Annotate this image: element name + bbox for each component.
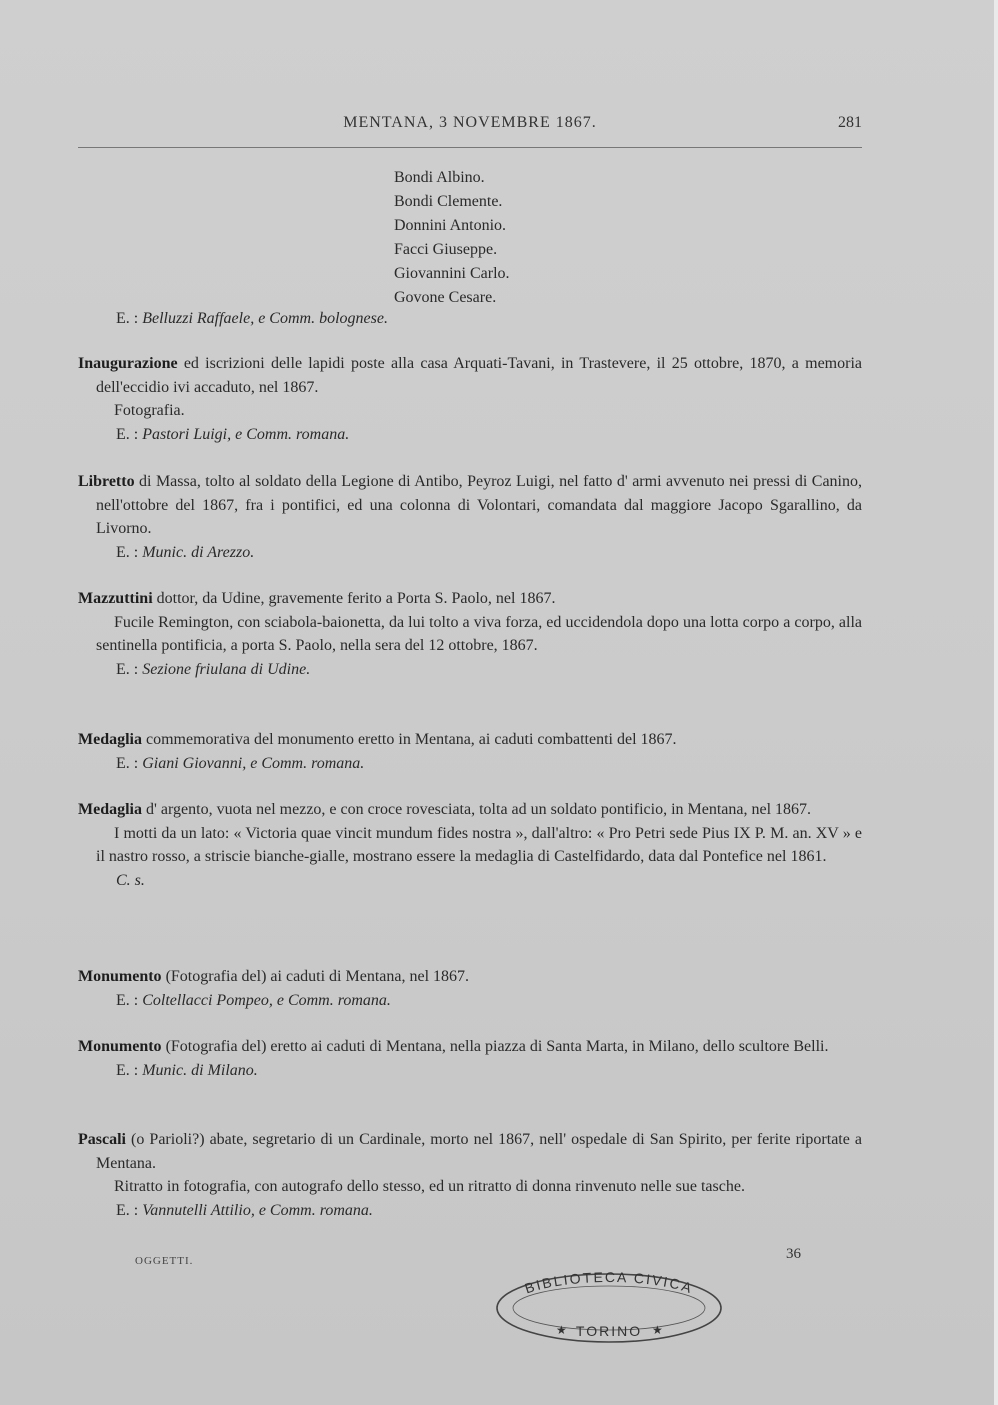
entry-text: ed iscrizioni delle lapidi poste alla casa Arquati-Tavani, in Trastevere, il 25 ottobre, 1870, a memoria dell'eccidio ivi accaduto, nel 1867. <box>96 355 862 396</box>
library-stamp <box>494 1270 724 1346</box>
exhibitor-line <box>78 989 862 1013</box>
entry-headword: Libretto <box>78 473 135 490</box>
names-list <box>394 166 510 310</box>
running-title: MENTANA, 3 NOVEMBRE 1867. <box>343 114 597 131</box>
catalog-entry <box>78 352 862 446</box>
exhibitor-name: Pastori Luigi, e Comm. romana. <box>142 425 350 443</box>
star-icon: ★ <box>556 1323 567 1337</box>
entry-headword: Pascali <box>78 1131 126 1148</box>
star-icon: ★ <box>652 1323 663 1337</box>
exhibitor-line <box>78 423 862 447</box>
exhibitor-prefix: E. : <box>116 1061 143 1079</box>
exhibitor-name: Giani Giovanni, e Comm. romana. <box>142 754 365 772</box>
exhibitor-line <box>78 1199 862 1223</box>
entry-text: dottor, da Udine, gravemente ferito a Porta S. Paolo, nel 1867. <box>152 590 556 607</box>
exhibitor-name: Munic. di Arezzo. <box>142 543 255 561</box>
entry-extra: I motti da un lato: « Victoria quae vincit mundum fides nostra », dall'altro: « Pro Petri sede Pius IX P. M. an. XV » e il nastro rosso, a striscie bianche-gialle, mostrano essere la medaglia di Castelfidardo, data dal Pontefice nel 1861. <box>96 824 862 865</box>
stamp-text-top: BIBLIOTECA CIVICA <box>522 1270 696 1297</box>
catalog-entry <box>78 728 862 775</box>
exhibitor-prefix: E. : <box>116 425 143 443</box>
entry-text: commemorativa del monumento eretto in Mentana, ai caduti combattenti del 1867. <box>142 731 677 748</box>
catalog-entry <box>78 1035 862 1082</box>
name-item: Bondi Clemente. <box>394 193 503 210</box>
stamp-text-bottom: TORINO <box>575 1323 643 1339</box>
entry-headword: Monumento <box>78 968 162 985</box>
signature-mark: OGGETTI. <box>135 1255 194 1267</box>
catalog-entry <box>78 798 862 892</box>
exhibitor-line <box>78 541 862 565</box>
entry-headword: Medaglia <box>78 801 142 818</box>
entry-text: d' argento, vuota nel mezzo, e con croce rovesciata, tolta ad un soldato pontificio, in Mentana, nel 1867. <box>142 801 812 818</box>
name-item: Bondi Albino. <box>394 169 485 186</box>
entry-text: (o Parioli?) abate, segretario di un Cardinale, morto nel 1867, nell' ospedale di San Spirito, per ferite riportate a Mentana. <box>96 1131 862 1172</box>
entry-headword: Mazzuttini <box>78 590 153 607</box>
catalog-entry <box>78 965 862 1012</box>
entry-extra: Ritratto in fotografia, con autografo dello stesso, ed un ritratto di donna rinvenuto nelle sue tasche. <box>114 1178 745 1195</box>
name-item: Govone Cesare. <box>394 289 497 306</box>
exhibitor-prefix: E. : <box>116 754 143 772</box>
exhibitor-name: Belluzzi Raffaele, e Comm. bolognese. <box>142 310 388 327</box>
exhibitor-prefix: E. : <box>116 543 143 561</box>
exhibitor-name: Vannutelli Attilio, e Comm. romana. <box>142 1201 373 1219</box>
entry-headword: Inaugurazione <box>78 355 178 372</box>
entry-text: di Massa, tolto al soldato della Legione di Antibo, Peyroz Luigi, nel fatto d' armi avvenuto nei pressi di Canino, nell'ottobre del 1867, fra i pontifici, ed una colonna di Volontari, comandata dal maggiore Jacopo Sgarallino, da Livorno. <box>96 473 862 537</box>
entry-headword: Medaglia <box>78 731 142 748</box>
name-item: Giovannini Carlo. <box>394 265 510 282</box>
header-rule <box>78 147 862 148</box>
exhibitor-line <box>78 752 862 776</box>
exhibitor-line <box>116 310 388 328</box>
entry-text: (Fotografia del) eretto ai caduti di Mentana, nella piazza di Santa Marta, in Milano, dello scultore Belli. <box>161 1038 829 1055</box>
catalog-entry <box>78 470 862 564</box>
page-number: 281 <box>838 114 862 131</box>
catalog-entry <box>78 587 862 681</box>
entry-text: (Fotografia del) ai caduti di Mentana, nel 1867. <box>161 968 470 985</box>
exhibitor-name: Sezione friulana di Udine. <box>142 660 311 678</box>
exhibitor-line <box>78 869 862 893</box>
entry-extra: Fucile Remington, con sciabola-baionetta, da lui tolto a viva forza, ed uccidendola dopo una lotta corpo a corpo, alla sentinella pontificia, a porta S. Paolo, nella sera del 12 ottobre, 1867. <box>96 613 862 654</box>
exhibitor-prefix: E. : <box>116 1201 143 1219</box>
name-item: Donnini Antonio. <box>394 217 507 234</box>
exhibitor-prefix: E. : <box>116 991 143 1009</box>
exhibitor-prefix: E. : <box>116 660 143 678</box>
entry-extra: Fotografia. <box>114 402 185 419</box>
exhibitor-name: C. s. <box>116 871 145 889</box>
exhibitor-name: Munic. di Milano. <box>142 1061 258 1079</box>
page-header <box>78 114 862 140</box>
sheet-number: 36 <box>786 1246 801 1262</box>
exhibitor-line <box>78 658 862 682</box>
catalog-entry <box>78 1128 862 1222</box>
entry-headword: Monumento <box>78 1038 162 1055</box>
exhibitor-prefix: E. : <box>116 310 143 327</box>
exhibitor-line <box>78 1059 862 1083</box>
exhibitor-name: Coltellacci Pompeo, e Comm. romana. <box>142 991 391 1009</box>
name-item: Facci Giuseppe. <box>394 241 498 258</box>
page-edge <box>994 0 998 1405</box>
